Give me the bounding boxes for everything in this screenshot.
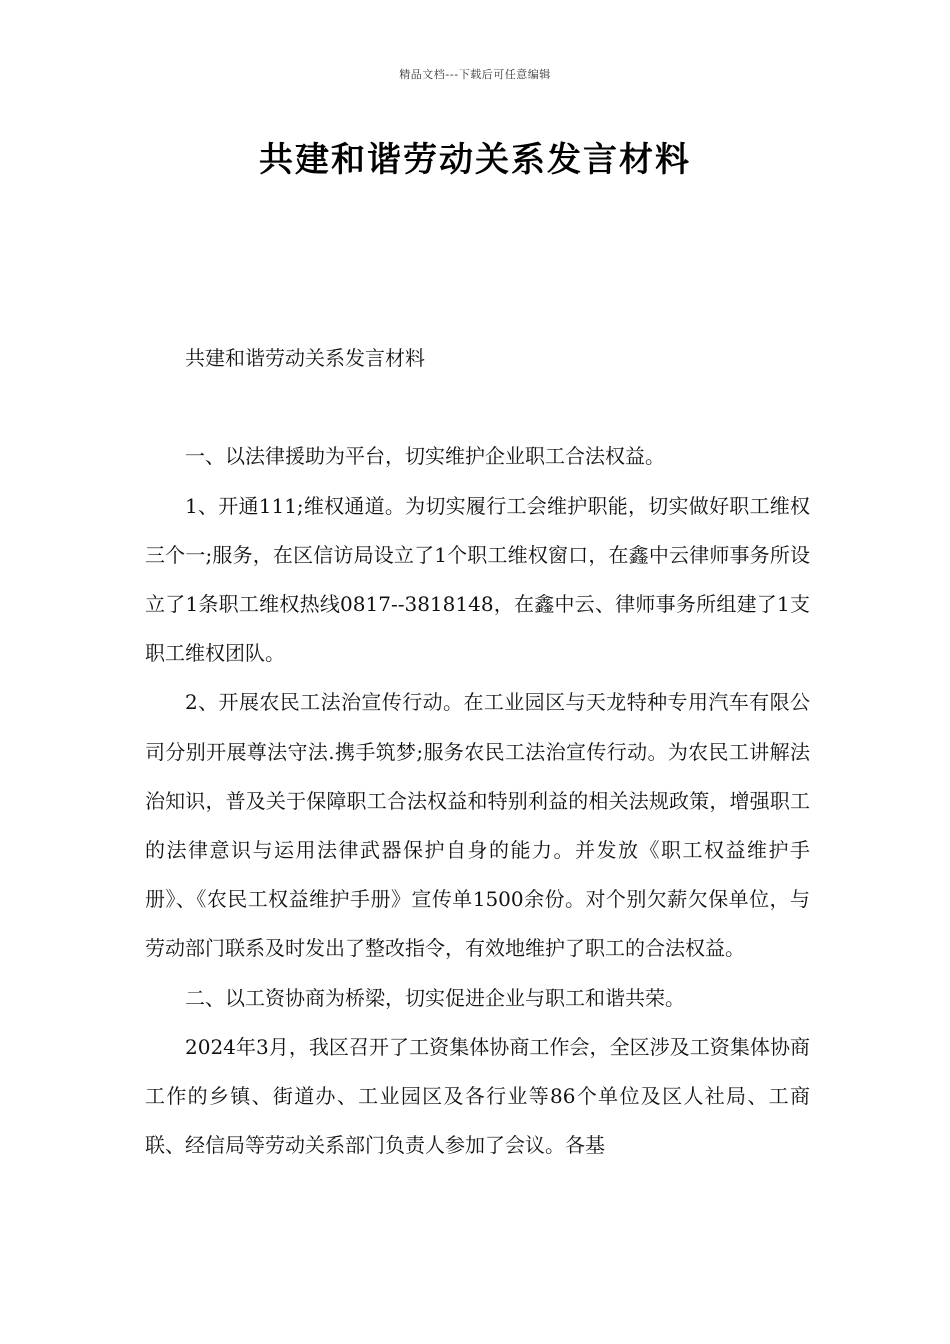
body-paragraph-3: 2024年3月，我区召开了工资集体协商工作会，全区涉及工资集体协商工作的乡镇、街道办、工业园区及各行业等86个单位及区人社局、工商联、经信局等劳动关系部门负责人参加了会议。各基 <box>145 1034 810 1158</box>
page-title: 共建和谐劳动关系发言材料 <box>259 140 691 180</box>
section-heading-2: 二、以工资协商为桥梁，切实促进企业与职工和谐共荣。 <box>185 985 685 1010</box>
body-paragraph-1: 1、开通111;维权通道。为切实履行工会维护职能，切实做好职工维权三个一;服务，在区信访局设立了1个职工维权窗口，在鑫中云律师事务所设立了1条职工维权热线0817--3818148，在鑫中云、律师事务所组建了1支职工维权团队。 <box>145 493 810 666</box>
body-paragraph-2: 2、开展农民工法治宣传行动。在工业园区与天龙特种专用汽车有限公司分别开展尊法守法.携手筑梦;服务农民工法治宣传行动。为农民工讲解法治知识，普及关于保障职工合法权益和特别利益的相关法规政策，增强职工的法律意识与运用法律武器保护自身的能力。并发放《职工权益维护手册》、《农民工权益维护手册》宣传单1500余份。对个别欠薪欠保单位，与劳动部门联系及时发出了整改指令，有效地维护了职工的合法权益。 <box>145 690 810 961</box>
document-body <box>145 334 810 1170</box>
section-heading-1: 一、以法律援助为平台，切实维护企业职工合法权益。 <box>185 444 665 469</box>
header-note: 精品文档---下载后可任意编辑 <box>399 68 551 81</box>
document-subtitle: 共建和谐劳动关系发言材料 <box>185 346 425 370</box>
